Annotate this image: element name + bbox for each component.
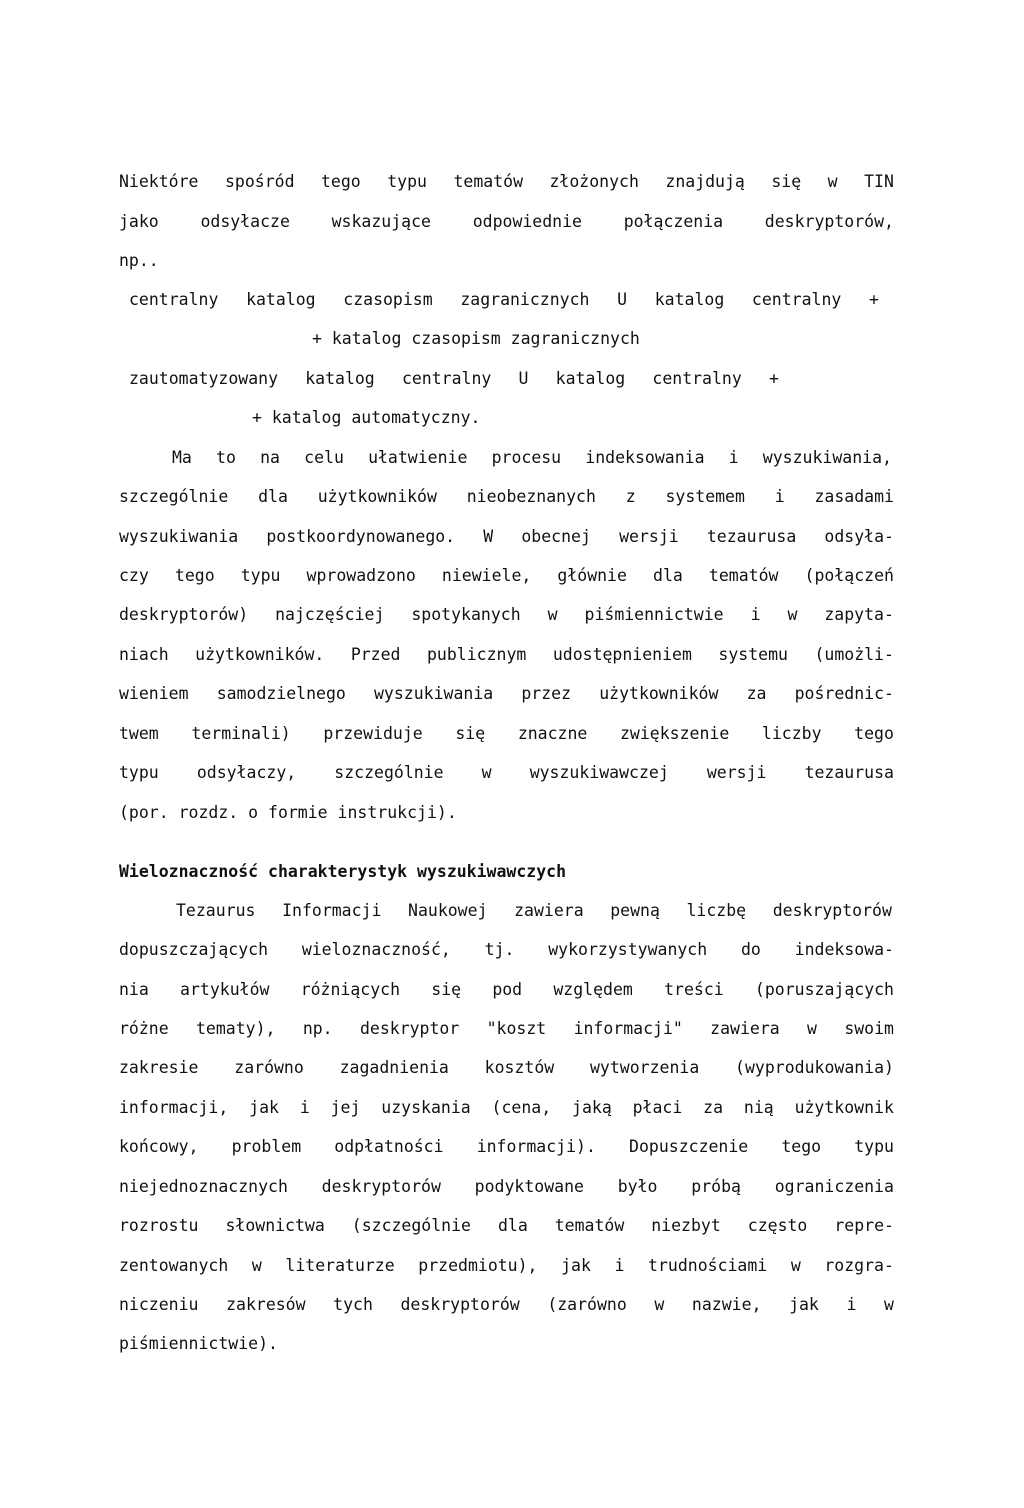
word: wyszukiwania: [374, 684, 494, 703]
paragraph-3-line-6: [119, 1097, 894, 1119]
word: wyszukiwania: [119, 527, 239, 546]
word: (połączeń: [804, 566, 894, 585]
word: wieniem: [119, 684, 189, 703]
word: rozrostu: [119, 1216, 199, 1235]
paragraph-2-line-5: [119, 604, 894, 626]
word: treści: [664, 980, 724, 999]
word: zasadami: [814, 487, 894, 506]
example-line-3: [129, 368, 779, 390]
word: indeksowania: [585, 448, 705, 467]
paragraph-1-line-1: [119, 171, 894, 193]
word: publicznym: [426, 645, 527, 664]
word: niezbyt: [651, 1216, 721, 1235]
word: swoim: [844, 1019, 894, 1038]
word: dopuszczających: [119, 940, 269, 959]
word: typu: [240, 566, 281, 585]
word: zagadnienia: [339, 1058, 449, 1077]
word: zawiera: [514, 901, 584, 920]
word: samodzielnego: [216, 684, 346, 703]
word: TIN: [864, 172, 894, 191]
word: (poruszających: [754, 980, 894, 999]
word: typu: [854, 1137, 894, 1156]
word: literaturze: [285, 1256, 395, 1275]
word: ułatwienie: [368, 448, 468, 467]
word: nieobeznanych: [466, 487, 596, 506]
paragraph-2-line-4: [119, 565, 894, 587]
example-line-4: + katalog automatyczny.: [252, 408, 481, 427]
word: pod: [492, 980, 523, 999]
paragraph-2-line-10: (por. rozdz. o formie instrukcji).: [119, 803, 457, 822]
word: artykułów: [180, 980, 270, 999]
word: się: [455, 724, 486, 743]
paragraph-3-line-3: [119, 979, 894, 1001]
word: za: [746, 684, 767, 703]
word: centralny: [751, 290, 842, 309]
word: wytworzenia: [589, 1058, 700, 1077]
word: tego: [781, 1137, 822, 1156]
word: problem: [231, 1137, 302, 1156]
word: zagranicznych: [460, 290, 590, 309]
word: do: [740, 940, 761, 959]
word: obecnej: [521, 527, 591, 546]
word: odsyłacze: [200, 212, 290, 231]
word: kosztów: [484, 1058, 555, 1077]
word: wersji: [706, 763, 767, 782]
word: systemem: [665, 487, 745, 506]
word: tematów: [708, 566, 779, 585]
word: użytkownik: [794, 1098, 894, 1117]
word: tezaurusa: [804, 763, 894, 782]
word: z: [625, 487, 636, 506]
word: zarówno: [234, 1058, 304, 1077]
word: centralny: [401, 369, 492, 388]
word: w: [547, 605, 558, 624]
word: tematów: [453, 172, 524, 191]
word: dla: [258, 487, 288, 506]
word: jako: [119, 212, 159, 231]
word: centralny: [129, 290, 219, 309]
word: odsyła-: [824, 527, 894, 546]
section-heading: Wieloznaczność charakterystyk wyszukiwawczych: [119, 862, 567, 881]
word: tematów: [554, 1216, 625, 1235]
word: za: [703, 1098, 724, 1117]
paragraph-3-line-10: [119, 1255, 894, 1277]
word: nazwie,: [691, 1295, 762, 1314]
word: zawiera: [710, 1019, 780, 1038]
word: znajdują: [665, 172, 745, 191]
word: piśmiennictwie: [584, 605, 724, 624]
word: Dopuszczenie: [629, 1137, 749, 1156]
word: deskryptorów: [772, 901, 892, 920]
word: twem: [119, 724, 159, 743]
word: wprowadzono: [306, 566, 416, 585]
example-line-1: [129, 289, 879, 311]
word: niewiele,: [441, 566, 532, 585]
word: wersji: [619, 527, 679, 546]
word: Tezaurus: [176, 901, 256, 920]
word: końcowy,: [119, 1137, 199, 1156]
word: (cena,: [491, 1098, 552, 1117]
word: przewiduje: [323, 724, 423, 743]
word: wykorzystywanych: [548, 940, 708, 959]
word: i: [614, 1256, 625, 1275]
word: tezaurusa: [706, 527, 797, 546]
word: katalog: [555, 369, 626, 388]
paragraph-3-line-11: [119, 1294, 894, 1316]
paragraph-3-line-9: [119, 1215, 894, 1237]
word: +: [868, 290, 879, 309]
word: czy: [119, 566, 149, 585]
word: zakresów: [226, 1295, 306, 1314]
paragraph-2-line-2: [119, 486, 894, 508]
word: repre-: [834, 1216, 894, 1235]
word: Naukowej: [408, 901, 488, 920]
word: w: [790, 1256, 801, 1275]
word: U: [617, 290, 628, 309]
word: systemu: [718, 645, 788, 664]
word: deskryptorów: [321, 1177, 441, 1196]
word: katalog: [654, 290, 725, 309]
word: spośród: [224, 172, 295, 191]
paragraph-2-line-3: [119, 526, 894, 548]
paragraph-3-line-5: [119, 1057, 894, 1079]
word: zakresie: [119, 1058, 199, 1077]
word: indeksowa-: [794, 940, 894, 959]
word: w: [251, 1256, 262, 1275]
word: liczby: [761, 724, 822, 743]
word: (wyprodukowania): [735, 1058, 894, 1077]
word: i: [728, 448, 739, 467]
paragraph-2-line-1: [172, 447, 892, 469]
word: odpłatności: [334, 1137, 444, 1156]
word: jak: [561, 1256, 591, 1275]
word: głównie: [557, 566, 627, 585]
word: się: [771, 172, 802, 191]
word: deskryptorów): [119, 605, 249, 624]
word: terminali): [191, 724, 291, 743]
word: wieloznaczność,: [301, 940, 451, 959]
word: i: [299, 1098, 310, 1117]
paragraph-2-line-9: [119, 762, 894, 784]
word: uzyskania: [381, 1098, 471, 1117]
word: tj.: [484, 940, 515, 959]
word: zwiększenie: [620, 724, 730, 743]
word: się: [431, 980, 462, 999]
word: katalog: [305, 369, 375, 388]
paragraph-2-line-7: [119, 683, 894, 705]
word: udostępnieniem: [552, 645, 692, 664]
paragraph-2-line-8: [119, 723, 894, 745]
word: odsyłaczy,: [196, 763, 297, 782]
word: i: [750, 605, 761, 624]
word: słownictwa: [225, 1216, 325, 1235]
word: ograniczenia: [774, 1177, 894, 1196]
word: w: [884, 1295, 894, 1314]
word: niejednoznacznych: [119, 1177, 288, 1196]
word: Przed: [350, 645, 401, 664]
paragraph-3-line-2: [119, 939, 894, 961]
word: typu: [387, 172, 427, 191]
word: U: [518, 369, 529, 388]
word: tego: [174, 566, 215, 585]
word: to: [216, 448, 236, 467]
word: liczbę: [686, 901, 747, 920]
word: deskryptorów: [400, 1295, 520, 1314]
word: postkoordynowanego.: [266, 527, 456, 546]
word: i: [774, 487, 785, 506]
word: (szczególnie: [351, 1216, 471, 1235]
word: zapyta-: [824, 605, 894, 624]
word: często: [747, 1216, 808, 1235]
word: informacji": [573, 1019, 683, 1038]
word: tego: [854, 724, 894, 743]
example-line-2: + katalog czasopism zagranicznych: [312, 329, 640, 348]
word: najczęściej: [275, 605, 385, 624]
word: niach: [119, 645, 169, 664]
word: zautomatyzowany: [129, 369, 279, 388]
word: przedmiotu),: [418, 1256, 538, 1275]
word: jak: [249, 1098, 279, 1117]
word: szczególnie: [119, 487, 229, 506]
word: wyszukiwawczej: [529, 763, 669, 782]
word: pośrednic-: [794, 684, 894, 703]
word: w: [654, 1295, 665, 1314]
word: typu: [119, 763, 159, 782]
word: jaką: [572, 1098, 612, 1117]
word: wyszukiwania,: [762, 448, 892, 467]
word: trudnościami: [648, 1256, 768, 1275]
word: na: [260, 448, 280, 467]
word: tematy),: [196, 1019, 276, 1038]
paragraph-1-line-2: [119, 211, 894, 233]
word: (umożli-: [814, 645, 894, 664]
word: próbą: [691, 1177, 741, 1196]
word: dla: [497, 1216, 528, 1235]
paragraph-3-line-1: [176, 900, 892, 922]
word: różniących: [300, 980, 401, 999]
word: Niektóre: [119, 172, 199, 191]
word: różne: [119, 1019, 169, 1038]
paragraph-3-line-12: piśmiennictwie).: [119, 1334, 278, 1353]
word: podyktowane: [474, 1177, 584, 1196]
word: Informacji: [282, 901, 382, 920]
word: połączenia: [623, 212, 724, 231]
word: złożonych: [549, 172, 639, 191]
word: względem: [553, 980, 633, 999]
word: zentowanych: [119, 1256, 229, 1275]
word: nia: [119, 980, 149, 999]
word: użytkowników.: [195, 645, 325, 664]
word: tego: [321, 172, 361, 191]
word: przez: [521, 684, 572, 703]
word: (zarówno: [547, 1295, 627, 1314]
word: niczeniu: [119, 1295, 199, 1314]
word: +: [768, 369, 779, 388]
word: W: [483, 527, 494, 546]
word: jej: [330, 1098, 361, 1117]
word: znaczne: [517, 724, 588, 743]
paragraph-3-line-7: [119, 1136, 894, 1158]
word: i: [846, 1295, 857, 1314]
word: rozgra-: [824, 1256, 894, 1275]
word: czasopism: [343, 290, 433, 309]
word: w: [807, 1019, 817, 1038]
word: deskryptorów,: [764, 212, 894, 231]
word: było: [617, 1177, 658, 1196]
word: spotykanych: [411, 605, 521, 624]
word: wskazujące: [331, 212, 431, 231]
word: procesu: [491, 448, 562, 467]
word: użytkowników: [317, 487, 437, 506]
word: informacji).: [476, 1137, 596, 1156]
word: katalog: [246, 290, 316, 309]
word: celu: [304, 448, 344, 467]
paragraph-3-line-8: [119, 1176, 894, 1198]
word: pewną: [610, 901, 660, 920]
word: informacji,: [119, 1098, 229, 1117]
word: w: [787, 605, 798, 624]
word: płaci: [632, 1098, 683, 1117]
word: dla: [653, 566, 683, 585]
word: w: [827, 172, 838, 191]
word: użytkowników: [599, 684, 719, 703]
paragraph-1-line-3: np..: [119, 251, 159, 270]
word: szczególnie: [334, 763, 444, 782]
word: tych: [333, 1295, 373, 1314]
word: deskryptor: [359, 1019, 460, 1038]
word: jak: [789, 1295, 819, 1314]
paragraph-3-line-4: [119, 1018, 894, 1040]
word: np.: [302, 1019, 333, 1038]
word: centralny: [652, 369, 742, 388]
word: w: [481, 763, 492, 782]
paragraph-2-line-6: [119, 644, 894, 666]
word: "koszt: [486, 1019, 547, 1038]
word: odpowiednie: [472, 212, 582, 231]
word: nią: [743, 1098, 774, 1117]
word: Ma: [172, 448, 192, 467]
